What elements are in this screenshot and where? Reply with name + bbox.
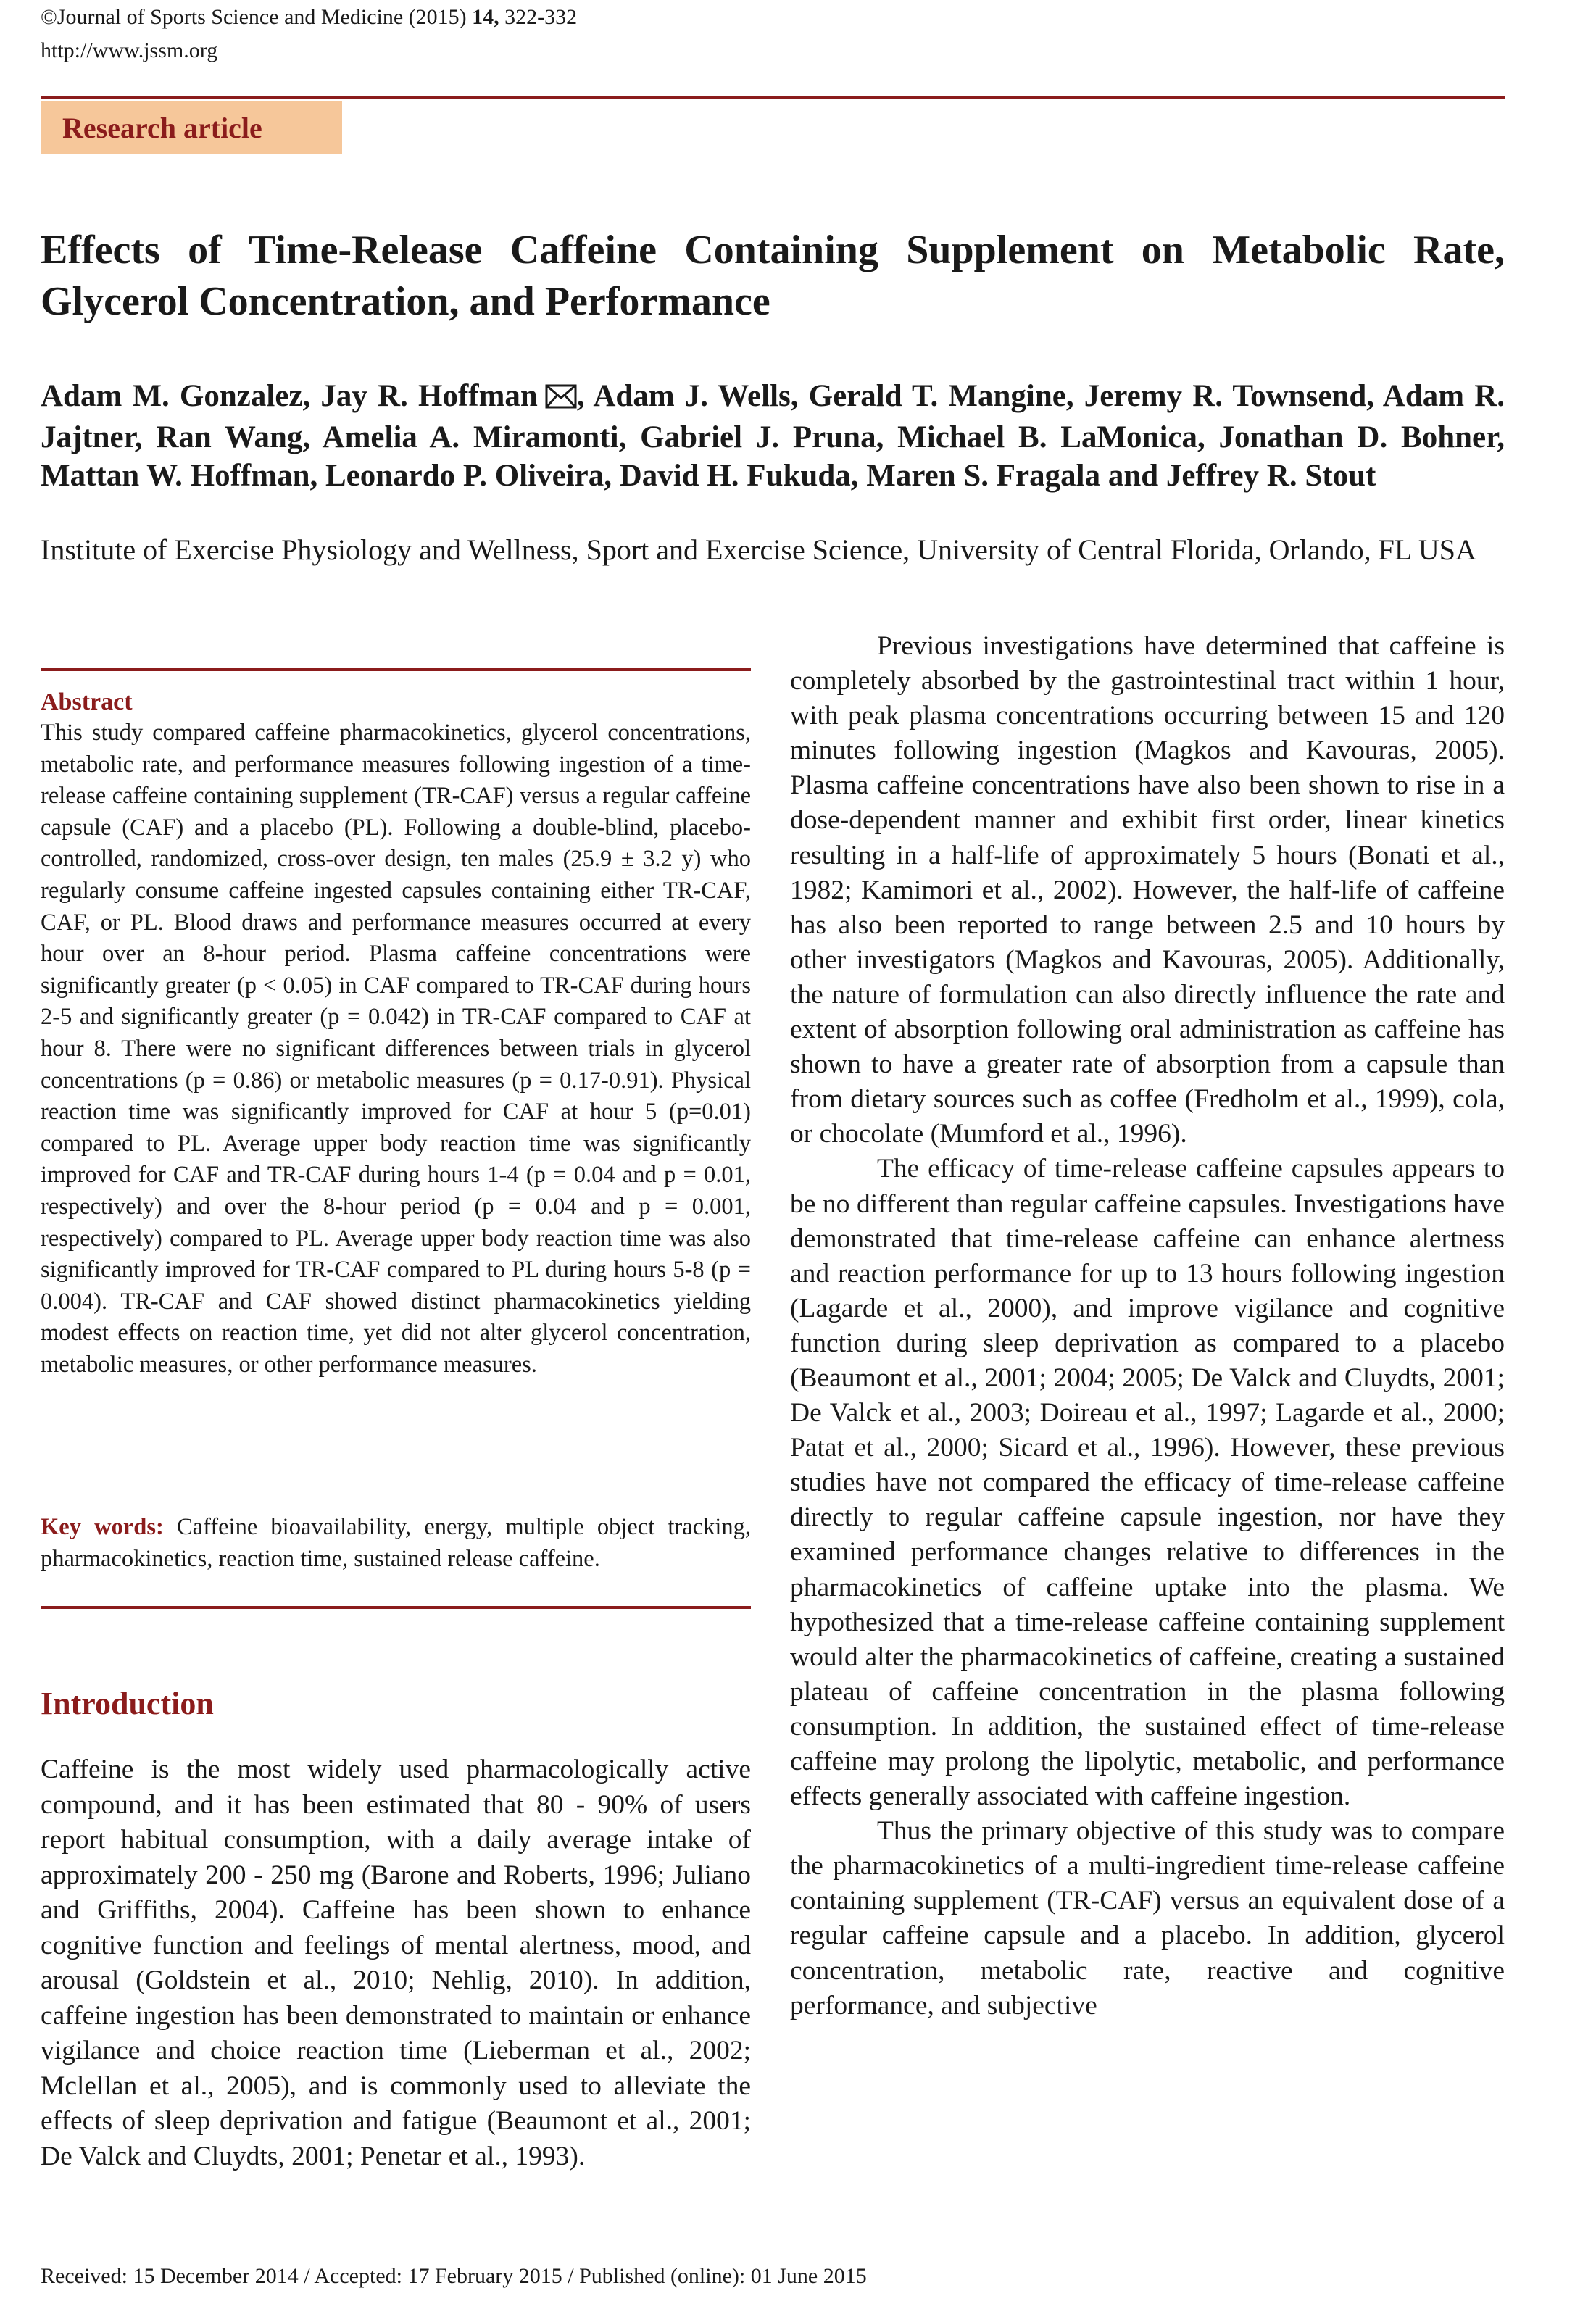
author-list	[41, 377, 1505, 495]
journal-name: ©Journal of Sports Science and Medicine (2015)	[41, 5, 473, 29]
header-rule	[41, 96, 1505, 99]
keywords-text: Caffeine bioavailability, energy, multiple object tracking, pharmacokinetics, reaction time, sustained release caffeine.	[41, 1514, 751, 1572]
abstract-heading: Abstract	[41, 688, 133, 715]
envelope-icon[interactable]	[545, 380, 577, 418]
article-type-badge	[41, 101, 342, 154]
keywords-label: Key words:	[41, 1514, 164, 1540]
abstract-section	[41, 687, 751, 1381]
authors-rest: , Adam J. Wells, Gerald T. Mangine, Jeremy R. Townsend, Adam R. Jajtner, Ran Wang, Amelia A. Miramonti, Gabriel J. Pruna, Michael B. LaMonica, Jonathan D. Bohner, Mattan W. Hoffman, Leonardo P. Oliveira, David H. Fukuda, Maren S. Fragala and Jeffrey R. Stout	[41, 379, 1505, 493]
publication-dates: Received: 15 December 2014 / Accepted: 17 February 2015 / Published (online): 01 June 2015	[41, 2264, 867, 2288]
paragraph: Previous investigations have determined that caffeine is completely absorbed by the gastrointestinal tract within 1 hour, with peak plasma concentrations occurring between 15 and 120 minutes following ingestion (Magkos and Kavouras, 2005). Plasma caffeine concentrations have also been shown to rise in a dose-dependent manner and exhibit first order, linear kinetics resulting in a half-life of approximately 5 hours (Bonati et al., 1982; Kamimori et al., 2002). However, the half-life of caffeine has also been reported to range between 2.5 and 10 hours by other investigators (Magkos and Kavouras, 2005). Additionally, the nature of formulation can also directly influence the rate and extent of absorption following oral administration as caffeine has shown to have a greater rate of absorption from a capsule than from dietary sources such as coffee (Fredholm et al., 1999), cola, or chocolate (Mumford et al., 1996).	[790, 631, 1505, 1149]
journal-volume: 14,	[472, 5, 499, 29]
paragraph: The efficacy of time-release caffeine capsules appears to be no different than regular caffeine capsules. Investigations have demonstrated that time-release caffeine can enhance alertness and reaction performance for up to 13 hours following ingestion (Lagarde et al., 2000), and improve vigilance and cognitive function during sleep deprivation as compared to a placebo (Beaumont et al., 2001; 2004; 2005; De Valck and Cluydts, 2001; De Valck et al., 2003; Doireau et al., 1997; Lagarde et al., 2000; Patat et al., 2000; Sicard et al., 1996). However, these previous studies have not compared the efficacy of time-release caffeine directly to regular caffeine capsule ingestion, nor have they examined performance changes relative to differences in the pharmacokinetics of caffeine uptake into the plasma. We hypothesized that a time-release caffeine containing supplement would alter the pharmacokinetics of caffeine, creating a sustained plateau of caffeine concentration in the plasma following consumption. In addition, the sustained effect of time-release caffeine may prolong the lipolytic, metabolic, and performance effects generally associated with caffeine ingestion.	[790, 1154, 1505, 1812]
keywords-section	[41, 1512, 751, 1575]
paragraph: Thus the primary objective of this study was to compare the pharmacokinetics of a multi-ingredient time-release caffeine containing supplement (TR-CAF) versus an equivalent dose of a regular caffeine capsule and a placebo. In addition, glycerol concentration, metabolic rate, reactive and cognitive performance, and subjective	[790, 1816, 1505, 2021]
journal-url[interactable]: http://www.jssm.org	[41, 38, 218, 62]
article-title: Effects of Time-Release Caffeine Containing Supplement on Metabolic Rate, Glycerol Concentration, and Performance	[41, 228, 1505, 324]
article-type-label: Research article	[62, 111, 262, 144]
right-column	[790, 629, 1505, 2023]
introduction-text: Caffeine is the most widely used pharmacologically active compound, and it has been estimated that 80 - 90% of users report habitual consumption, with a daily average intake of approximately 200 - 250 mg (Barone and Roberts, 1996; Juliano and Griffiths, 2004). Caffeine has been shown to enhance cognitive function and feelings of mental alertness, mood, and arousal (Goldstein et al., 2010; Nehlig, 2010). In addition, caffeine ingestion has been demonstrated to maintain or enhance vigilance and choice reaction time (Lieberman et al., 2002; Mclellan et al., 2005), and is commonly used to alleviate the effects of sleep deprivation and fatigue (Beaumont et al., 2001; De Valck and Cluydts, 2001; Penetar et al., 1993).	[41, 1755, 751, 2171]
introduction-heading: Introduction	[41, 1686, 214, 1721]
journal-pages: 322-332	[499, 5, 578, 29]
abstract-bottom-rule	[41, 1606, 751, 1609]
abstract-top-rule	[41, 668, 751, 671]
affiliation: Institute of Exercise Physiology and Wellness, Sport and Exercise Science, University of Central Florida, Orlando, FL USA	[41, 533, 1476, 566]
journal-citation	[41, 3, 577, 32]
authors-lead: Adam M. Gonzalez, Jay R. Hoffman	[41, 379, 538, 413]
abstract-text: This study compared caffeine pharmacokinetics, glycerol concentrations, metabolic rate, and performance measures following ingestion of a time-release caffeine containing supplement (TR-CAF) versus a regular caffeine capsule (CAF) and a placebo (PL). Following a double-blind, placebo-controlled, randomized, cross-over design, ten males (25.9 ± 3.2 y) who regularly consume caffeine ingested capsules containing either TR-CAF, CAF, or PL. Blood draws and performance measures occurred at every hour over an 8-hour period. Plasma caffeine concentrations were significantly greater (p < 0.05) in CAF compared to TR-CAF during hours 2-5 and significantly greater (p = 0.042) in TR-CAF compared to CAF at hour 8. There were no significant differences between trials in glycerol concentrations (p = 0.86) or metabolic measures (p = 0.17-0.91). Physical reaction time was significantly improved for CAF at hour 5 (p=0.01) compared to PL. Average upper body reaction time was significantly improved for CAF and TR-CAF during hours 1-4 (p = 0.04 and p = 0.01, respectively) and over the 8-hour period (p = 0.04 and p = 0.001, respectively) compared to PL. Average upper body reaction time was also significantly improved for TR-CAF compared to PL during hours 5-8 (p = 0.004). TR-CAF and CAF showed distinct pharmacokinetics yielding modest effects on reaction time, yet did not alter glycerol concentration, metabolic measures, or other performance measures.	[41, 720, 751, 1378]
